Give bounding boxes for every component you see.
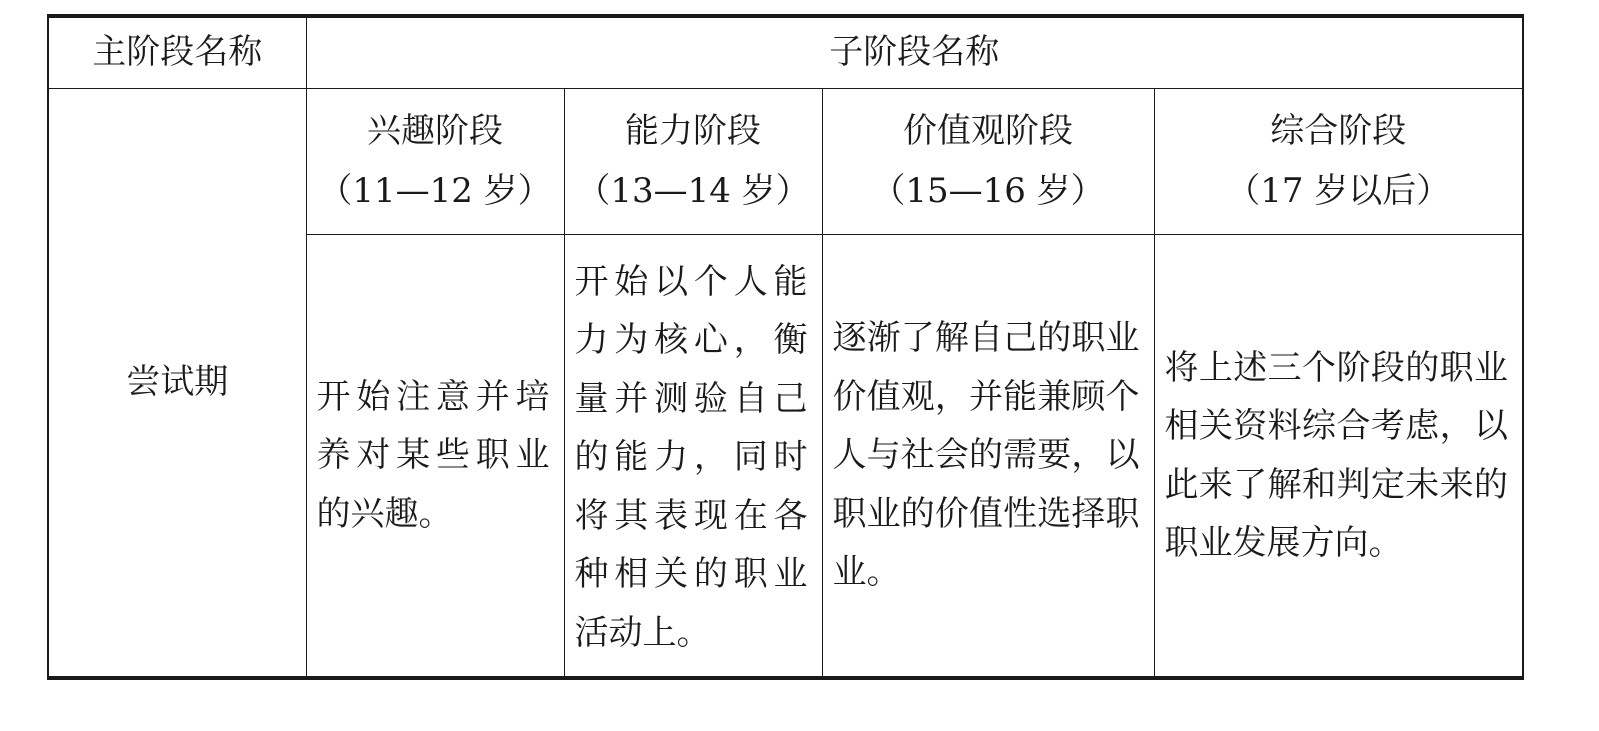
main-stage-cell: 尝试期 bbox=[48, 89, 306, 679]
sub-stage-title: 综合阶段 bbox=[1270, 111, 1407, 151]
sub-stage-values bbox=[822, 89, 1154, 235]
sub-stage-age: （17 岁以后） bbox=[1226, 170, 1451, 211]
sub-stage-age: （15—16 岁） bbox=[871, 170, 1105, 211]
sub-stage-name-header: 子阶段名称 bbox=[306, 16, 1523, 89]
sub-stage-title: 能力阶段 bbox=[625, 111, 761, 151]
sub-stage-age: （13—14 岁） bbox=[576, 170, 810, 211]
sub-stage-interest bbox=[306, 89, 564, 235]
description-interest: 开始注意并培养对某些职业的兴趣。 bbox=[306, 235, 564, 679]
sub-stage-comprehensive bbox=[1154, 89, 1523, 235]
description-values: 逐渐了解自己的职业价值观，并能兼顾个人与社会的需要，以职业的价值性选择职业。 bbox=[822, 235, 1154, 679]
description-ability: 开始以个人能力为核心，衡量并测验自己的能力，同时将其表现在各种相关的职业活动上。 bbox=[564, 235, 822, 679]
sub-stage-title: 价值观阶段 bbox=[903, 111, 1073, 151]
sub-stage-ability bbox=[564, 89, 822, 235]
sub-stage-title: 兴趣阶段 bbox=[367, 111, 503, 151]
description-comprehensive: 将上述三个阶段的职业相关资料综合考虑，以此来了解和判定未来的职业发展方向。 bbox=[1154, 235, 1523, 679]
career-stage-table-wrapper bbox=[47, 14, 1522, 680]
career-stage-table bbox=[47, 14, 1524, 680]
main-stage-name-header: 主阶段名称 bbox=[48, 16, 306, 89]
sub-stage-title-row bbox=[48, 89, 1523, 235]
table-header-row bbox=[48, 16, 1523, 89]
sub-stage-age: （11—12 岁） bbox=[318, 170, 552, 211]
